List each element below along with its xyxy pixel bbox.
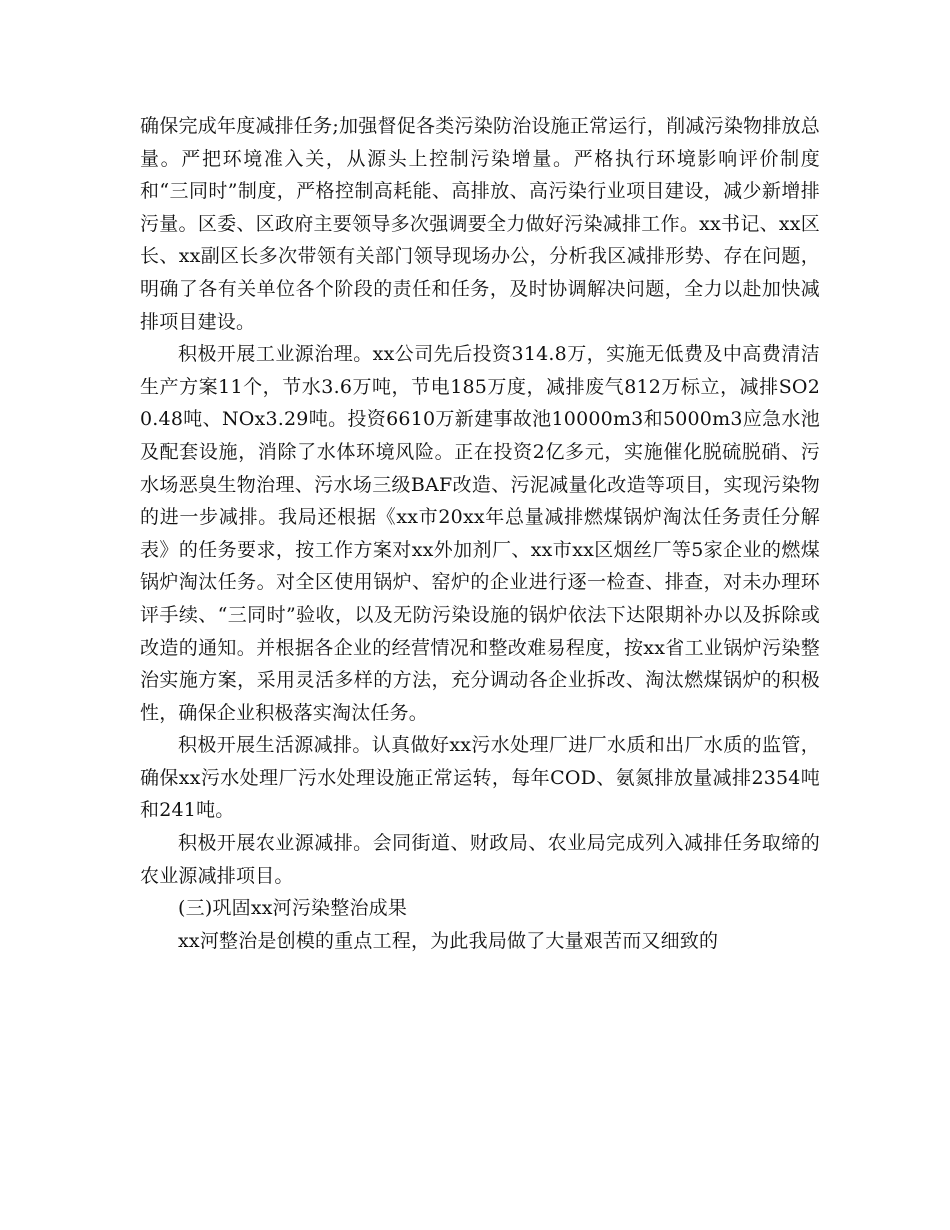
paragraph-agricultural-source: 积极开展农业源减排。会同街道、财政局、农业局完成列入减排任务取缔的农业源减排项目。 — [140, 832, 820, 887]
paragraph-river-remediation: xx河整治是创模的重点工程，为此我局做了大量艰苦而又细致的 — [178, 929, 719, 952]
section-heading: (三)巩固xx河污染整治成果 — [178, 897, 408, 920]
paragraph-1: 确保完成年度减排任务;加强督促各类污染防治设施正常运行，削减污染物排放总量。严把环境准入关，从源头上控制污染增量。严格执行环境影响评价制度和“三同时”制度，严格控制高耗能、高排放、高污染行业项目建设，减少新增排污量。区委、区政府主要领导多次强调要全力做好污染减排工作。xx书记、xx区长、xx副区长多次带领有关部门领导现场办公，分析我区减排形势、存在问题，明确了各有关单位各个阶段的责任和任务，及时协调解决问题，全力以赴加快减排项目建设。 — [140, 115, 820, 333]
paragraph-industrial-source: 积极开展工业源治理。xx公司先后投资314.8万，实施无低费及中高费清洁生产方案11个，节水3.6万吨，节电185万度，减排废气812万标立，减排SO2 0.48吨、NOx3.29吨。投资6610万新建事故池10000m3和5000m3应急水池及配套设施，消除了水体环境风险。正在投资2亿多元，实施催化脱硫脱硝、污水场恶臭生物治理、污水场三级BAF改造、污泥减量化改造等项目，实现污染物的进一步减排。我局还根据《xx市20xx年总量减排燃煤锅炉淘汰任务责任分解表》的任务要求，按工作方案对xx外加剂厂、xx市xx区烟丝厂等5家企业的燃煤锅炉淘汰任务。对全区使用锅炉、窑炉的企业进行逐一检查、排查，对未办理环评手续、“三同时”验收，以及无防污染设施的锅炉依法下达限期补办以及拆除或改造的通知。并根据各企业的经营情况和整改难易程度，按xx省工业锅炉污染整治实施方案，采用灵活多样的方法，充分调动各企业拆改、淘汰燃煤锅炉的积极性，确保企业积极落实淘汰任务。 — [140, 343, 820, 724]
paragraph-domestic-source: 积极开展生活源减排。认真做好xx污水处理厂进厂水质和出厂水质的监管，确保xx污水处理厂污水处理设施正常运转，每年COD、氨氮排放量减排2354吨和241吨。 — [140, 734, 820, 822]
document-body — [140, 110, 820, 957]
